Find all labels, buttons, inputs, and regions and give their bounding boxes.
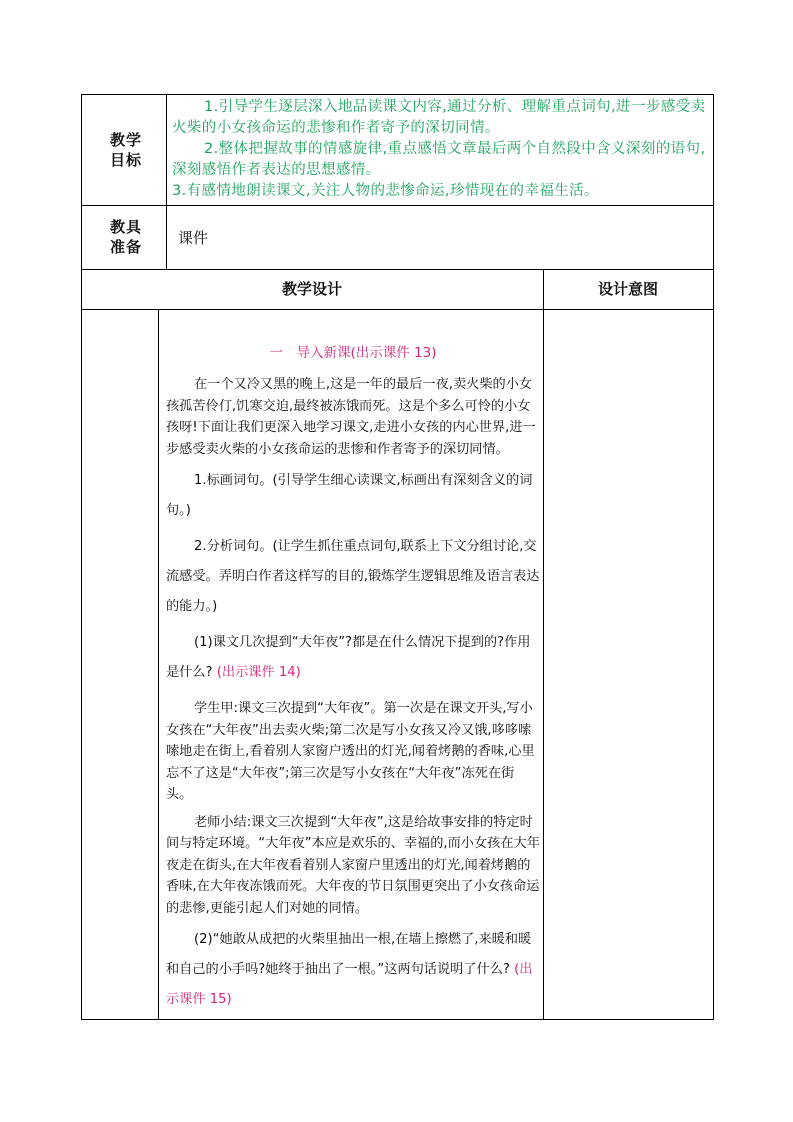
table-border-row1 (81, 205, 714, 206)
table-border-bottom (81, 1019, 714, 1020)
question-2-text: (2)“她敢从成把的火柴里抽出一根,在墙上擦燃了,来暖和暖和自己的小手吗?她终于抽出了一根。”这两句话说明了什么? (166, 932, 532, 977)
content-left-divider (158, 309, 159, 1020)
question-1-ref: (出示课件 14) (216, 665, 301, 680)
teaching-goals (172, 97, 708, 202)
section-title (166, 344, 540, 362)
question-1 (166, 628, 540, 688)
section-title-text: 一 导入新课 (269, 345, 351, 361)
lesson-content (166, 344, 540, 1015)
tools-label-line1: 教具 (109, 218, 142, 236)
question-2 (166, 925, 540, 1015)
step-1: 1.标画词句。(引导学生细心读课文,标画出有深刻含义的词句。) (166, 473, 533, 518)
question-2-ref: (出示课件 15) (166, 962, 533, 1007)
goal-item-3: 3.有感情地朗读课文,关注人物的悲惨命运,珍惜现在的幸福生活。 (172, 183, 599, 199)
table-border-top (81, 94, 714, 95)
student-answer: 学生甲:课文三次提到“大年夜”。第一次是在课文开头,写小女孩在“大年夜”出去卖火柴;第二次是写小女孩又冷又饿,哆哆嗦嗦地走在街上,看着别人家窗户透出的灯光,闻着烤鹅的香味,心里忘不了这是“大年夜”;第三次是写小女孩在“大年夜”冻死在街头。 (166, 701, 535, 802)
tools-label (96, 217, 156, 257)
design-header: 教学设计 (281, 280, 342, 298)
label-column-divider (166, 94, 167, 269)
goals-label (96, 130, 156, 170)
step-2: 2.分析词句。(让学生抓住重点词句,联系上下文分组讨论,交流感受。弄明白作者这样写的目的,锻炼学生逻辑思维及语言表达的能力。) (166, 539, 540, 614)
table-border-right (713, 94, 714, 1020)
goal-item-2: 2.整体把握故事的情感旋律,重点感悟文章最后两个自然段中含义深刻的语句,深刻感悟作者表达的思想感情。 (172, 141, 706, 178)
table-border-left (81, 94, 82, 1020)
teacher-summary: 老师小结:课文三次提到“大年夜”,这是给故事安排的特定时间与特定环境。“大年夜”本应是欢乐的、幸福的,而小女孩在大年夜走在街头,在大年夜看着别人家窗户里透出的灯光,闻着烤鹅的香味,在大年夜冻饿而死。大年夜的节日氛围更突出了小女孩命运的悲惨,更能引起人们对她的同情。 (166, 814, 540, 916)
intent-header: 设计意图 (597, 280, 658, 298)
table-border-row2 (81, 269, 714, 270)
goals-label-line2: 目标 (109, 151, 142, 169)
tools-value: 课件 (178, 229, 209, 247)
design-intent-divider (543, 269, 544, 1020)
tools-label-line2: 准备 (109, 238, 142, 256)
section-title-ref: (出示课件 13) (350, 345, 437, 361)
intro-paragraph: 在一个又冷又黑的晚上,这是一年的最后一夜,卖火柴的小女孩孤苦伶仃,饥寒交迫,最终被冻饿而死。这是个多么可怜的小女孩呀!下面让我们更深入地学习课文,走进小女孩的内心世界,进一步感受卖火柴的小女孩命运的悲惨和作者寄予的深切同情。 (166, 377, 536, 457)
goal-item-1: 1.引导学生逐层深入地品读课文内容,通过分析、理解重点词句,进一步感受卖火柴的小女孩命运的悲惨和作者寄予的深切同情。 (172, 99, 706, 136)
table-border-row3 (81, 309, 714, 310)
question-1-text: (1)课文几次提到“大年夜”?都是在什么情况下提到的?作用是什么? (166, 635, 531, 680)
goals-label-line1: 教学 (109, 131, 142, 149)
